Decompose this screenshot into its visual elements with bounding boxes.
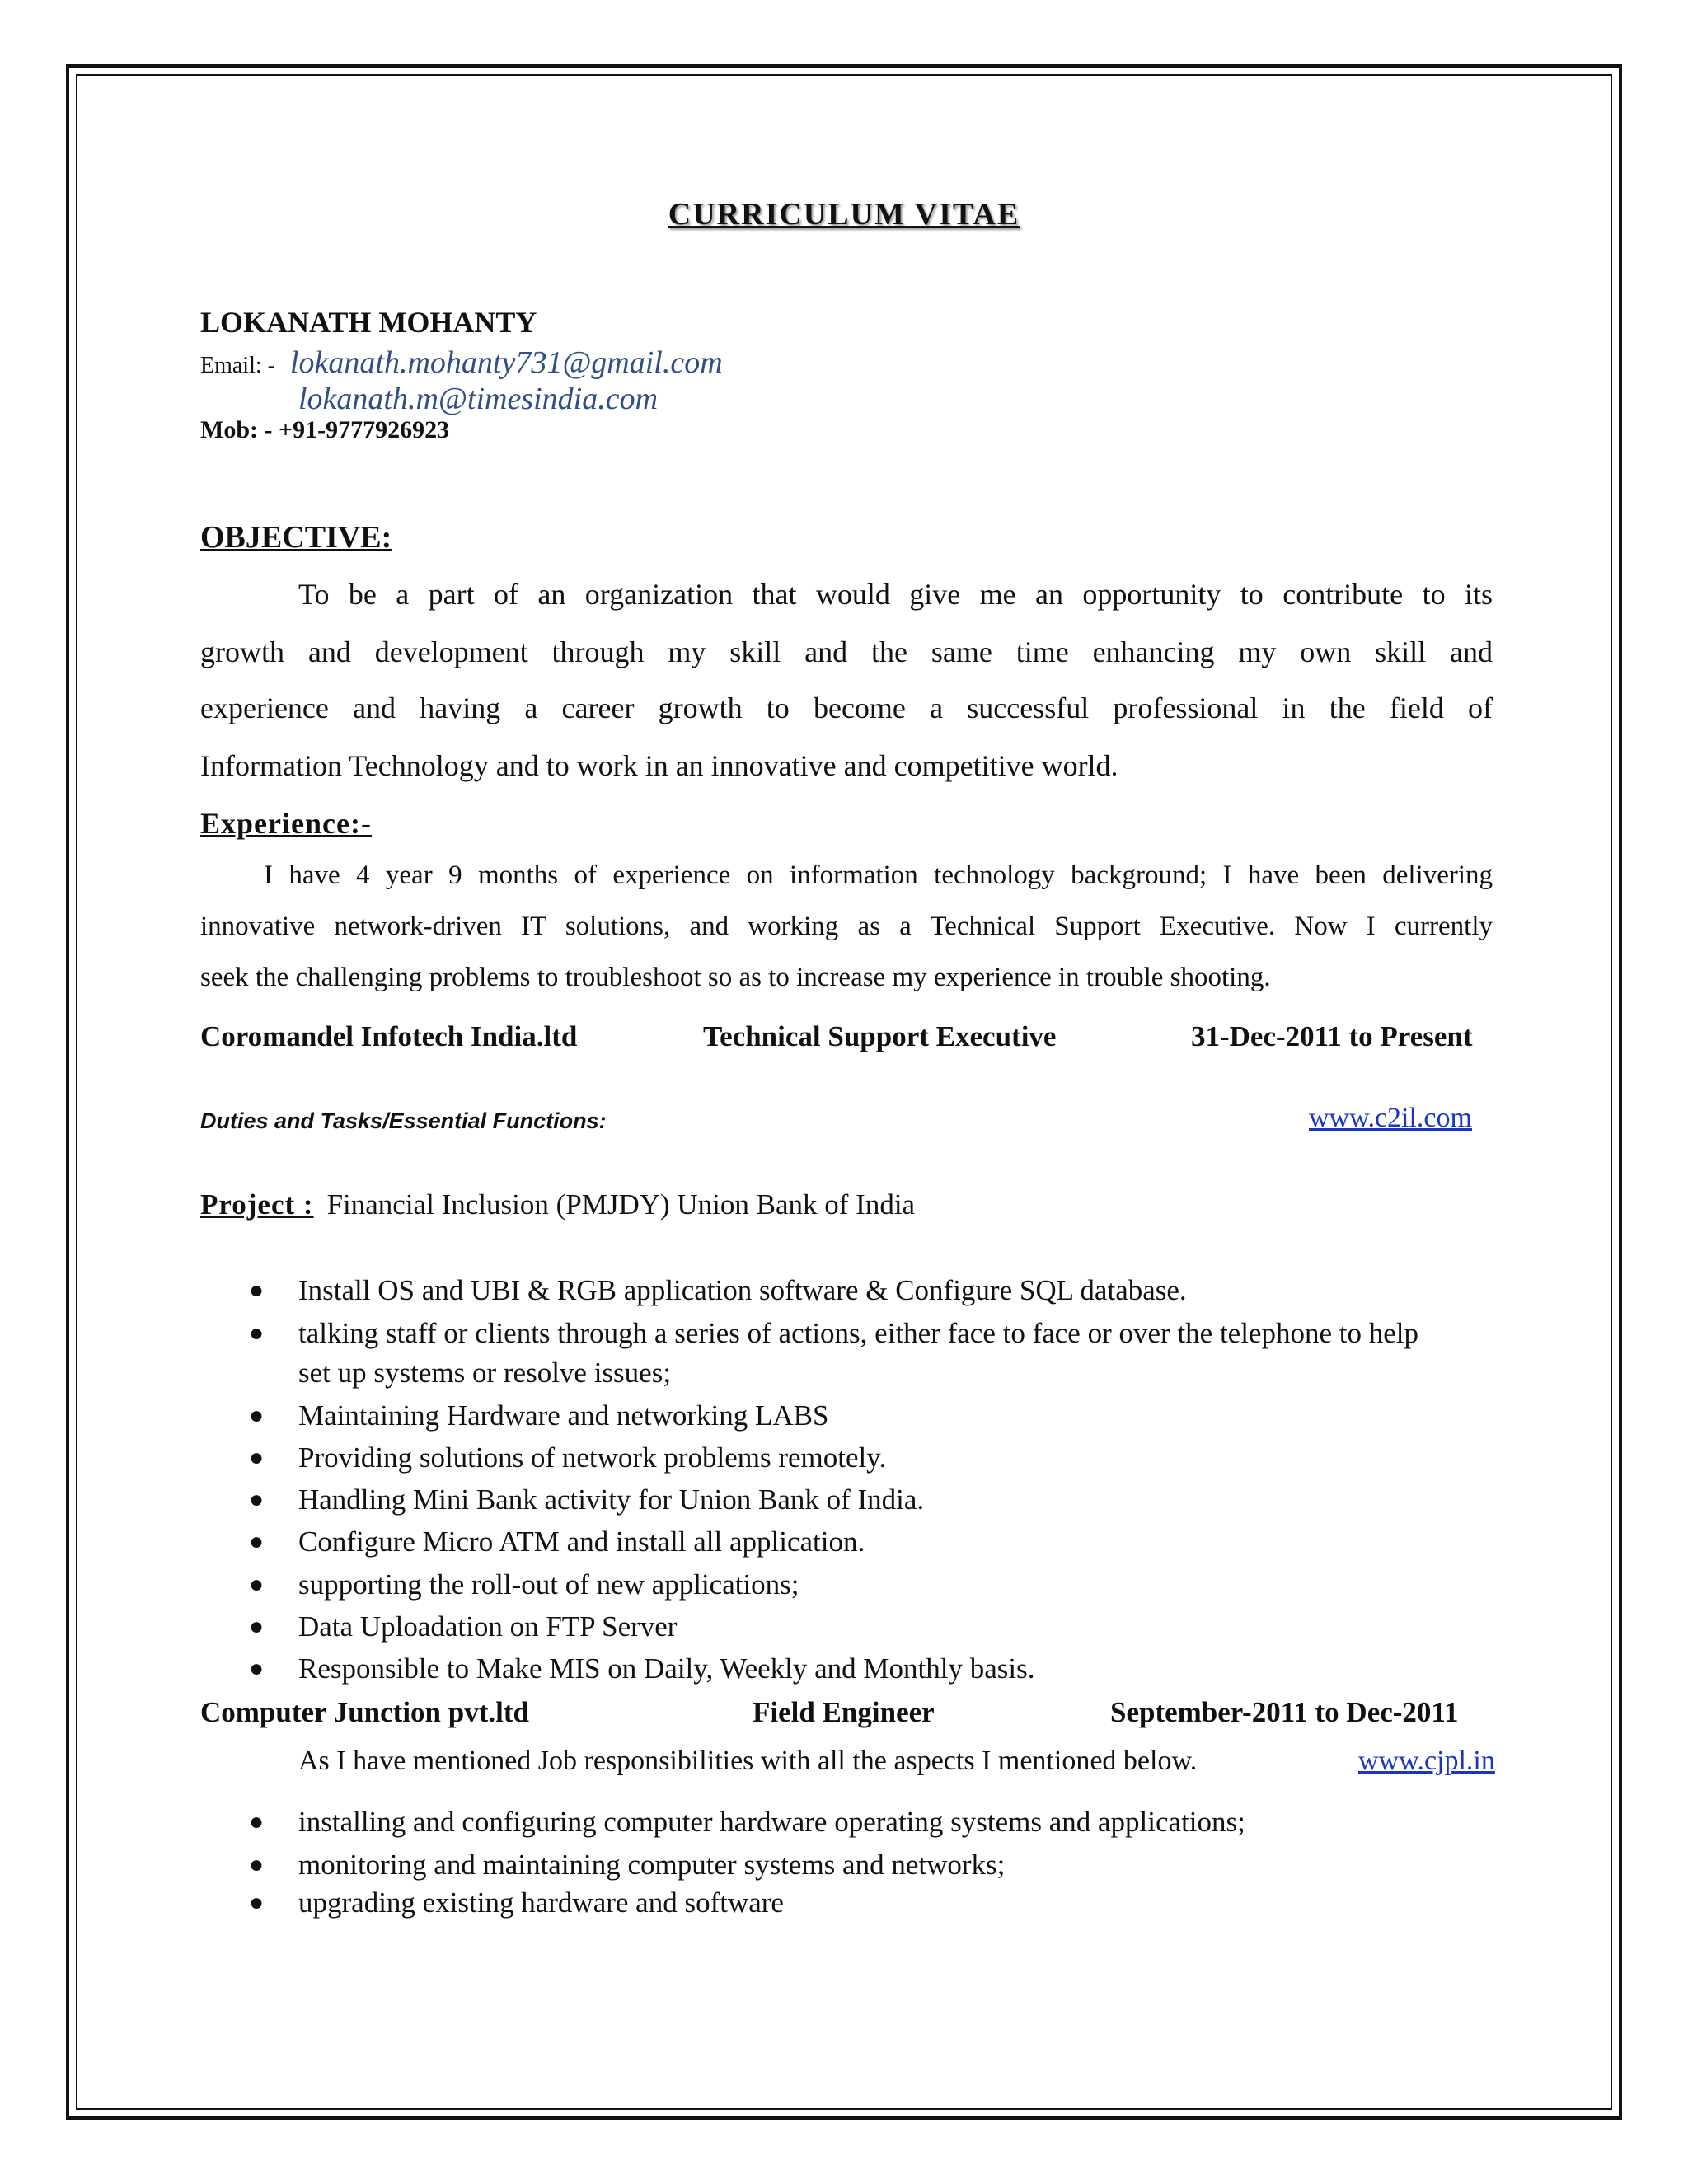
job2-intro: As I have mentioned Job responsibilities with all the aspects I mentioned below.	[298, 1746, 1198, 1776]
list-item	[249, 1883, 784, 1923]
website-link-cjpl[interactable]: www.cjpl.in	[1358, 1746, 1495, 1776]
objective-heading: OBJECTIVE:	[200, 520, 392, 555]
list-item-text: Providing solutions of network problems remotely.	[298, 1441, 887, 1474]
list-item	[249, 1438, 887, 1478]
list-item-text: upgrading existing hardware and software	[298, 1886, 784, 1919]
document-title: CURRICULUM VITAE	[668, 197, 1020, 232]
mobile-label: Mob: -	[200, 416, 273, 443]
duties-label: Duties and Tasks/Essential Functions:	[200, 1108, 607, 1133]
list-item	[249, 1522, 865, 1562]
bullet-icon: ●	[249, 1319, 265, 1347]
list-item	[298, 1353, 671, 1393]
candidate-name: LOKANATH MOHANTY	[200, 306, 537, 339]
website-link-c2il[interactable]: www.c2il.com	[1309, 1103, 1472, 1133]
job-role: Field Engineer	[753, 1696, 935, 1728]
list-item-text: supporting the roll-out of new applications;	[298, 1568, 799, 1601]
objective-line: growth and development through my skill and the same time enhancing my own skill and	[200, 635, 1493, 668]
bullet-icon: ●	[249, 1808, 265, 1835]
project-value: Financial Inclusion (PMJDY) Union Bank of India	[326, 1188, 916, 1221]
bullet-icon: ●	[249, 1444, 265, 1471]
bullet-icon: ●	[249, 1277, 265, 1304]
bullet-icon: ●	[249, 1571, 265, 1598]
list-item-text: Data Uploadation on FTP Server	[298, 1610, 678, 1643]
bullet-icon: ●	[249, 1486, 265, 1513]
list-item-text: Responsible to Make MIS on Daily, Weekly and Monthly basis.	[298, 1652, 1035, 1685]
list-item	[249, 1802, 1245, 1842]
job-period: September-2011 to Dec-2011	[1110, 1696, 1459, 1728]
bullet-icon: ●	[249, 1655, 265, 1682]
bullet-icon: ●	[249, 1613, 265, 1640]
list-item	[249, 1565, 799, 1605]
email-label: Email: -	[200, 353, 275, 378]
list-item	[249, 1649, 1035, 1689]
email-primary[interactable]: lokanath.mohanty731@gmail.com	[289, 345, 723, 380]
email-row-2	[298, 381, 658, 417]
objective-line: Information Technology and to work in an innovative and competitive world.	[200, 749, 1118, 782]
job-period: 31-Dec-2011 to Present	[1191, 1020, 1473, 1052]
list-item-text: Maintaining Hardware and networking LABS	[298, 1399, 829, 1432]
list-item	[249, 1314, 1418, 1353]
objective-line: To be a part of an organization that would give me an opportunity to contribute to its	[298, 578, 1493, 611]
bullet-icon: ●	[249, 1889, 265, 1916]
list-item-text: installing and configuring computer hardware operating systems and applications;	[298, 1806, 1245, 1838]
list-item	[249, 1845, 1006, 1885]
experience-line: innovative network-driven IT solutions, and working as a Technical Support Executive. Now I currently	[200, 912, 1493, 941]
list-item-text: set up systems or resolve issues;	[298, 1357, 672, 1389]
list-item-text: talking staff or clients through a series of actions, either face to face or over the telephone to help	[298, 1317, 1418, 1349]
email-secondary[interactable]: lokanath.m@timesindia.com	[298, 382, 659, 416]
bullet-icon: ●	[249, 1402, 265, 1429]
experience-line: I have 4 year 9 months of experience on information technology background; I have been delivering	[264, 860, 1493, 890]
project-row	[200, 1188, 915, 1221]
mobile-number: +91-9777926923	[278, 416, 450, 443]
list-item-text: Handling Mini Bank activity for Union Bank of India.	[298, 1483, 925, 1516]
bullet-icon: ●	[249, 1851, 265, 1878]
list-item	[249, 1480, 925, 1520]
objective-line: experience and having a career growth to become a successful professional in the field of	[200, 691, 1493, 724]
list-item-text: Configure Micro ATM and install all application.	[298, 1526, 865, 1558]
list-item-text: monitoring and maintaining computer systems and networks;	[298, 1849, 1006, 1881]
mobile-row	[200, 416, 449, 444]
bullet-icon: ●	[249, 1528, 265, 1555]
experience-heading: Experience:-	[200, 807, 372, 840]
list-item	[249, 1271, 1187, 1310]
list-item	[249, 1607, 678, 1647]
project-label: Project :	[200, 1188, 314, 1221]
list-item	[249, 1396, 829, 1436]
experience-line: seek the challenging problems to troubleshoot so as to increase my experience in trouble shooting.	[200, 963, 1271, 992]
company-name: Coromandel Infotech India.ltd	[200, 1020, 578, 1052]
job-role: Technical Support Executive	[703, 1020, 1057, 1052]
email-row	[200, 344, 723, 381]
list-item-text: Install OS and UBI & RGB application software & Configure SQL database.	[298, 1274, 1187, 1306]
company-name: Computer Junction pvt.ltd	[200, 1696, 529, 1728]
